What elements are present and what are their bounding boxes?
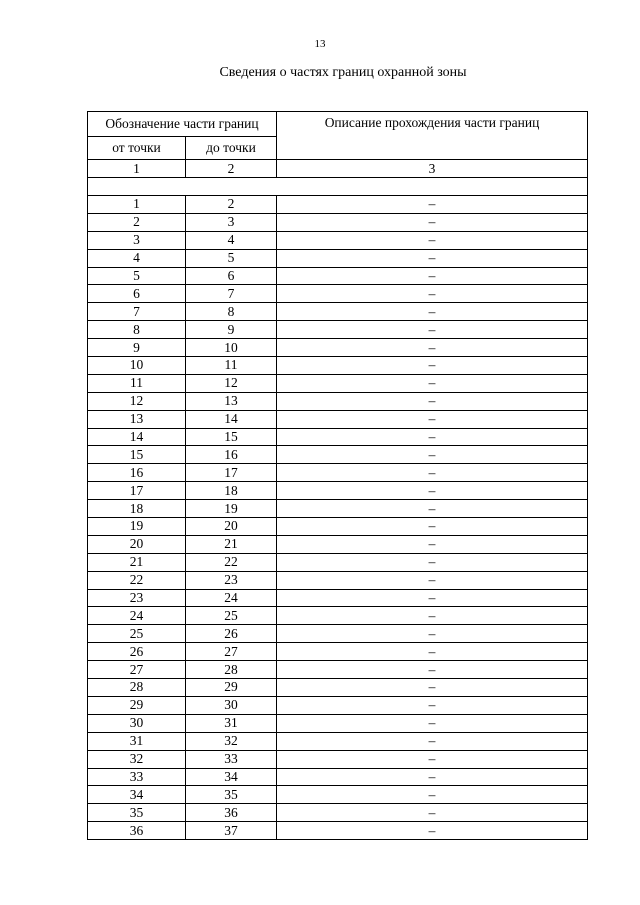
description-cell: – [277, 535, 588, 553]
column-number: 3 [277, 160, 588, 178]
description-cell: – [277, 339, 588, 357]
from-point-cell: 13 [88, 410, 186, 428]
description-cell: – [277, 500, 588, 518]
from-point-cell: 26 [88, 643, 186, 661]
table-row [88, 267, 588, 285]
to-point-cell: 17 [186, 464, 277, 482]
to-point-cell: 16 [186, 446, 277, 464]
table-row [88, 679, 588, 697]
spacer-cell [88, 178, 588, 196]
from-point-cell: 32 [88, 750, 186, 768]
table-row [88, 804, 588, 822]
from-point-cell: 31 [88, 732, 186, 750]
to-point-cell: 12 [186, 374, 277, 392]
description-cell: – [277, 589, 588, 607]
table-row [88, 482, 588, 500]
header-boundary-part: Обозначение части границ [88, 112, 277, 137]
from-point-cell: 5 [88, 267, 186, 285]
description-cell: – [277, 714, 588, 732]
to-point-cell: 10 [186, 339, 277, 357]
table-row [88, 518, 588, 536]
from-point-cell: 22 [88, 571, 186, 589]
to-point-cell: 23 [186, 571, 277, 589]
to-point-cell: 30 [186, 696, 277, 714]
table-row [88, 768, 588, 786]
description-cell: – [277, 410, 588, 428]
from-point-cell: 10 [88, 357, 186, 375]
boundary-parts-table [87, 111, 588, 840]
description-cell: – [277, 446, 588, 464]
description-cell: – [277, 696, 588, 714]
table-row [88, 714, 588, 732]
from-point-cell: 8 [88, 321, 186, 339]
to-point-cell: 28 [186, 661, 277, 679]
to-point-cell: 34 [186, 768, 277, 786]
from-point-cell: 33 [88, 768, 186, 786]
header-to-point: до точки [186, 137, 277, 160]
description-cell: – [277, 285, 588, 303]
table-row [88, 213, 588, 231]
to-point-cell: 26 [186, 625, 277, 643]
from-point-cell: 17 [88, 482, 186, 500]
description-cell: – [277, 392, 588, 410]
table-row [88, 625, 588, 643]
to-point-cell: 7 [186, 285, 277, 303]
column-number-row [88, 160, 588, 178]
from-point-cell: 14 [88, 428, 186, 446]
to-point-cell: 24 [186, 589, 277, 607]
header-description: Описание прохождения части границ [277, 112, 588, 160]
description-cell: – [277, 196, 588, 214]
table-row [88, 607, 588, 625]
to-point-cell: 37 [186, 822, 277, 840]
description-cell: – [277, 732, 588, 750]
table-row [88, 661, 588, 679]
from-point-cell: 25 [88, 625, 186, 643]
description-cell: – [277, 482, 588, 500]
description-cell: – [277, 822, 588, 840]
from-point-cell: 7 [88, 303, 186, 321]
to-point-cell: 14 [186, 410, 277, 428]
from-point-cell: 9 [88, 339, 186, 357]
column-number: 2 [186, 160, 277, 178]
table-row [88, 589, 588, 607]
table-row [88, 786, 588, 804]
table-row [88, 303, 588, 321]
table-row [88, 321, 588, 339]
to-point-cell: 15 [186, 428, 277, 446]
table-row [88, 392, 588, 410]
to-point-cell: 32 [186, 732, 277, 750]
table-row [88, 750, 588, 768]
to-point-cell: 36 [186, 804, 277, 822]
to-point-cell: 5 [186, 249, 277, 267]
to-point-cell: 25 [186, 607, 277, 625]
description-cell: – [277, 464, 588, 482]
to-point-cell: 11 [186, 357, 277, 375]
from-point-cell: 30 [88, 714, 186, 732]
from-point-cell: 36 [88, 822, 186, 840]
description-cell: – [277, 518, 588, 536]
description-cell: – [277, 625, 588, 643]
description-cell: – [277, 303, 588, 321]
header-from-point: от точки [88, 137, 186, 160]
table-row [88, 553, 588, 571]
from-point-cell: 15 [88, 446, 186, 464]
table-row [88, 500, 588, 518]
from-point-cell: 27 [88, 661, 186, 679]
table-row [88, 249, 588, 267]
from-point-cell: 23 [88, 589, 186, 607]
from-point-cell: 21 [88, 553, 186, 571]
from-point-cell: 35 [88, 804, 186, 822]
description-cell: – [277, 679, 588, 697]
from-point-cell: 6 [88, 285, 186, 303]
to-point-cell: 22 [186, 553, 277, 571]
table-row [88, 571, 588, 589]
table-row [88, 446, 588, 464]
table-row [88, 428, 588, 446]
table-row [88, 196, 588, 214]
to-point-cell: 3 [186, 213, 277, 231]
document-title: Сведения о частях границ охранной зоны [219, 65, 467, 80]
table-row [88, 285, 588, 303]
to-point-cell: 8 [186, 303, 277, 321]
from-point-cell: 16 [88, 464, 186, 482]
from-point-cell: 4 [88, 249, 186, 267]
table-row [88, 410, 588, 428]
from-point-cell: 2 [88, 213, 186, 231]
to-point-cell: 35 [186, 786, 277, 804]
table-row [88, 822, 588, 840]
to-point-cell: 29 [186, 679, 277, 697]
to-point-cell: 2 [186, 196, 277, 214]
description-cell: – [277, 374, 588, 392]
from-point-cell: 34 [88, 786, 186, 804]
from-point-cell: 11 [88, 374, 186, 392]
description-cell: – [277, 249, 588, 267]
to-point-cell: 4 [186, 231, 277, 249]
description-cell: – [277, 231, 588, 249]
to-point-cell: 18 [186, 482, 277, 500]
page-number: 13 [314, 38, 326, 50]
from-point-cell: 24 [88, 607, 186, 625]
column-number: 1 [88, 160, 186, 178]
from-point-cell: 12 [88, 392, 186, 410]
to-point-cell: 21 [186, 535, 277, 553]
description-cell: – [277, 750, 588, 768]
from-point-cell: 29 [88, 696, 186, 714]
to-point-cell: 13 [186, 392, 277, 410]
table-row [88, 464, 588, 482]
description-cell: – [277, 267, 588, 285]
table-row [88, 696, 588, 714]
table-row [88, 535, 588, 553]
to-point-cell: 6 [186, 267, 277, 285]
to-point-cell: 19 [186, 500, 277, 518]
from-point-cell: 19 [88, 518, 186, 536]
description-cell: – [277, 571, 588, 589]
table-row [88, 231, 588, 249]
description-cell: – [277, 428, 588, 446]
table-row [88, 643, 588, 661]
spacer-row [88, 178, 588, 196]
description-cell: – [277, 768, 588, 786]
to-point-cell: 9 [186, 321, 277, 339]
description-cell: – [277, 661, 588, 679]
to-point-cell: 20 [186, 518, 277, 536]
from-point-cell: 28 [88, 679, 186, 697]
from-point-cell: 20 [88, 535, 186, 553]
description-cell: – [277, 321, 588, 339]
table-row [88, 374, 588, 392]
table-row [88, 357, 588, 375]
header-row [88, 112, 588, 137]
from-point-cell: 18 [88, 500, 186, 518]
description-cell: – [277, 357, 588, 375]
description-cell: – [277, 804, 588, 822]
description-cell: – [277, 213, 588, 231]
from-point-cell: 3 [88, 231, 186, 249]
description-cell: – [277, 643, 588, 661]
to-point-cell: 27 [186, 643, 277, 661]
to-point-cell: 31 [186, 714, 277, 732]
table-row [88, 339, 588, 357]
from-point-cell: 1 [88, 196, 186, 214]
to-point-cell: 33 [186, 750, 277, 768]
description-cell: – [277, 786, 588, 804]
table-row [88, 732, 588, 750]
description-cell: – [277, 607, 588, 625]
description-cell: – [277, 553, 588, 571]
